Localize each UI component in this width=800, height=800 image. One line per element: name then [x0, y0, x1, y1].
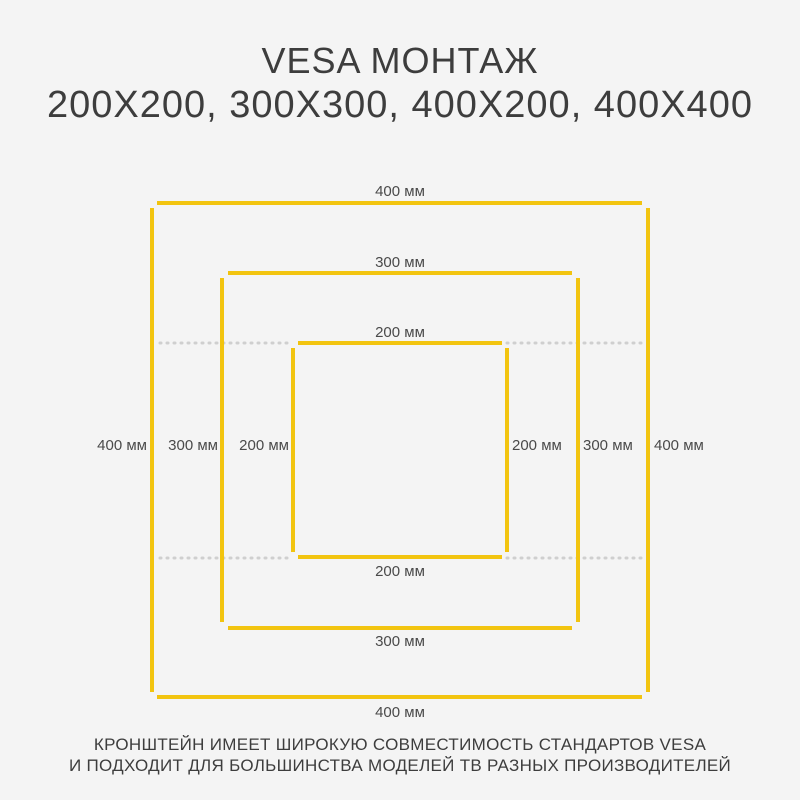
label-200-left: 200 мм — [239, 437, 289, 454]
label-200-top: 200 мм — [375, 324, 425, 341]
square-200 — [293, 343, 507, 557]
label-300-top: 300 мм — [375, 254, 425, 271]
page-title-line2: 200X200, 300X300, 400X200, 400X400 — [47, 84, 753, 126]
label-400-right: 400 мм — [654, 437, 704, 454]
label-400-left: 400 мм — [97, 437, 147, 454]
footer-line1: КРОНШТЕЙН ИМЕЕТ ШИРОКУЮ СОВМЕСТИМОСТЬ СТАНДАРТОВ VESA — [93, 735, 707, 754]
page-title-line1: VESA МОНТАЖ — [261, 40, 539, 81]
label-400-bottom: 400 мм — [375, 704, 425, 721]
label-200-bottom: 200 мм — [375, 563, 425, 580]
label-400-top: 400 мм — [375, 183, 425, 200]
footer-line2: И ПОДХОДИТ ДЛЯ БОЛЬШИНСТВА МОДЕЛЕЙ ТВ РАЗНЫХ ПРОИЗВОДИТЕЛЕЙ — [68, 756, 732, 775]
square-400 — [152, 203, 648, 697]
label-300-right: 300 мм — [583, 437, 633, 454]
label-300-bottom: 300 мм — [375, 633, 425, 650]
label-300-left: 300 мм — [168, 437, 218, 454]
label-200-right: 200 мм — [512, 437, 562, 454]
guide-lines-400x200 — [160, 343, 642, 558]
